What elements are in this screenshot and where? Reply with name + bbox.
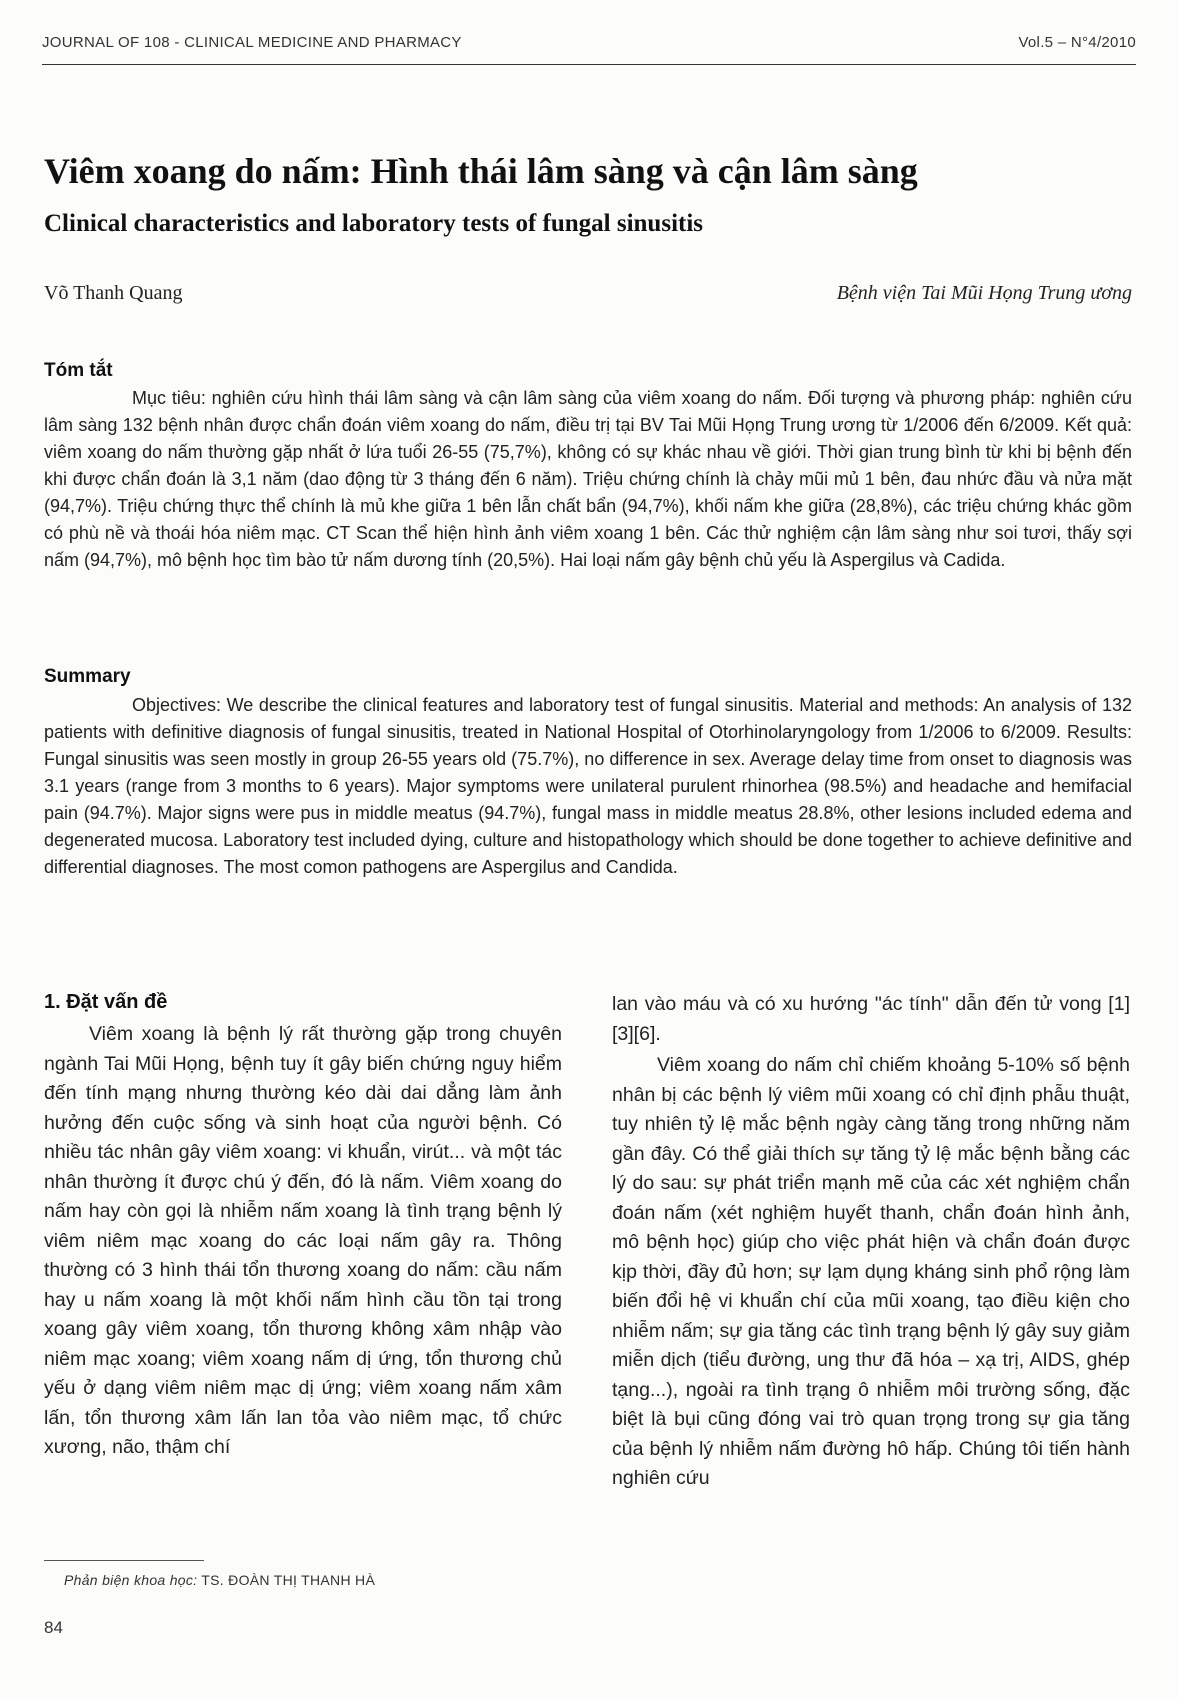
title-vietnamese: Viêm xoang do nấm: Hình thái lâm sàng và cận lâm sàng [44, 151, 918, 191]
footnote-label: Phản biện khoa học: [64, 1572, 198, 1588]
author-affiliation: Bệnh viện Tai Mũi Họng Trung ương [836, 282, 1132, 304]
body-paragraph: Viêm xoang do nấm chỉ chiếm khoảng 5-10% số bệnh nhân bị các bệnh lý viêm mũi xoang có chỉ định phẫu thuật, tuy nhiên tỷ lệ mắc bệnh ngày càng tăng trong những năm gần đây. Có thể giải thích sự tăng tỷ lệ mắc bệnh bằng các lý do sau: sự phát triển mạnh mẽ của các xét nghiệm chẩn đoán nấm (xét nghiệm huyết thanh, chẩn đoán hình ảnh, mô bệnh học) giúp cho việc phát hiện và chẩn đoán được kịp thời, đầy đủ hơn; sự lạm dụng kháng sinh phổ rộng làm biến đổi hệ vi khuẩn chí của mũi xoang, tạo điều kiện cho nhiễm nấm; sự gia tăng các tình trạng bệnh lý gây suy giảm miễn dịch (tiểu đường, ung thư đã hóa – xạ trị, AIDS, ghép tạng...), ngoài ra tình trạng ô nhiễm môi trường sống, đặc biệt là bụi cũng đóng vai trò quan trọng trong sự gia tăng của bệnh lý nhiễm nấm đường hô hấp. Chúng tôi tiến hành nghiên cứu [612, 1054, 1130, 1489]
author-name: Võ Thanh Quang [44, 282, 183, 304]
body-paragraph: lan vào máu và có xu hướng "ác tính" dẫn đến tử vong [1][3][6]. [612, 993, 1130, 1045]
issue-number: Vol.5 – N°4/2010 [1018, 34, 1136, 51]
title-english: Clinical characteristics and laboratory tests of fungal sinusitis [44, 210, 704, 237]
abstract-en-text: Objectives: We describe the clinical features and laboratory test of fungal sinusitis. Material and methods: An analysis of 132 patients with definitive diagnosis of fungal sinusitis, treated in National Hospital of Otorhinolaryngology from 1/2006 to 6/2009. Results: Fungal sinusitis was seen mostly in group 26-55 years old (75.7%), no difference in sex. Average delay time from onset to diagnosis was 3.1 years (range from 3 months to 6 years). Major symptoms were unilateral purulent rhinorhea (98.5%) and headache and hemifacial pain (94.7%). Major signs were pus in middle meatus (94.7%), fungal mass in middle meatus 28.8%, other lesions included edema and degenerated mucosa. Laboratory test included dying, culture and histopathology which should be done together to achieve definitive and differential diagnoses. The most comon pathogens are Aspergilus and Candida. [44, 695, 1132, 877]
journal-name: JOURNAL OF 108 - CLINICAL MEDICINE AND PHARMACY [42, 34, 462, 51]
body-paragraph: Viêm xoang là bệnh lý rất thường gặp trong chuyên ngành Tai Mũi Họng, bệnh tuy ít gây biến chứng nguy hiểm đến tính mạng nhưng thường kéo dài dai dẳng làm ảnh hưởng đến cuộc sống và sinh hoạt của người bệnh. Có nhiều tác nhân gây viêm xoang: vi khuẩn, virút... và một tác nhân thường ít được chú ý đến, đó là nấm. Viêm xoang do nấm hay còn gọi là nhiễm nấm xoang là tình trạng bệnh lý viêm niêm mạc xoang do các loại nấm gây ra. Thông thường có 3 hình thái tổn thương xoang do nấm: cầu nấm hay u nấm xoang là một khối nấm hình cầu tồn tại trong xoang gây viêm xoang, tổn thương không xâm nhập vào niêm mạc xoang; viêm xoang nấm dị ứng, tổn thương chủ yếu ở dạng viêm niêm mạc dị ứng; viêm xoang nấm xâm lấn, tổn thương xâm lấn lan tỏa vào niêm mạc, tổ chức xương, não, thậm chí [44, 1023, 562, 1458]
body-column-left [44, 1020, 562, 1465]
page-number: 84 [44, 1618, 63, 1637]
body-column-right [612, 990, 1130, 1496]
abstract-en-heading: Summary [44, 666, 131, 687]
abstract-vi-text: Mục tiêu: nghiên cứu hình thái lâm sàng và cận lâm sàng của viêm xoang do nấm. Đối tượng và phương pháp: nghiên cứu lâm sàng 132 bệnh nhân được chẩn đoán viêm xoang do nấm, điều trị tại BV Tai Mũi Họng Trung ương từ 1/2006 đến 6/2009. Kết quả: viêm xoang do nấm thường gặp nhất ở lứa tuổi 26-55 (75,7%), không có sự khác nhau về giới. Thời gian trung bình từ khi bị bệnh đến khi được chẩn đoán là 3,1 năm (dao động từ 3 tháng đến 6 năm). Triệu chứng chính là chảy mũi mủ 1 bên, đau nhức đầu và nửa mặt (94,7%). Triệu chứng thực thể chính là mủ khe giữa 1 bên lẫn chất bẩn (94,7%), khối nấm khe giữa (28,8%), các triệu chứng khác gồm có phù nề và thoái hóa niêm mạc. CT Scan thể hiện hình ảnh viêm xoang 1 bên. Các thử nghiệm cận lâm sàng như soi tươi, thấy sợi nấm (94,7%), mô bệnh học tìm bào tử nấm dương tính (20,5%). Hai loại nấm gây bệnh chủ yếu là Aspergilus và Cadida. [44, 388, 1132, 570]
footnote-divider [44, 1560, 204, 1561]
header-divider [42, 64, 1136, 65]
running-header [42, 34, 1136, 62]
abstract-vi-heading: Tóm tắt [44, 360, 113, 381]
footnote-reviewer: TS. ĐOÀN THỊ THANH HÀ [201, 1572, 376, 1588]
footnote [64, 1572, 375, 1588]
section-1-heading: 1. Đặt vấn đề [44, 991, 168, 1013]
